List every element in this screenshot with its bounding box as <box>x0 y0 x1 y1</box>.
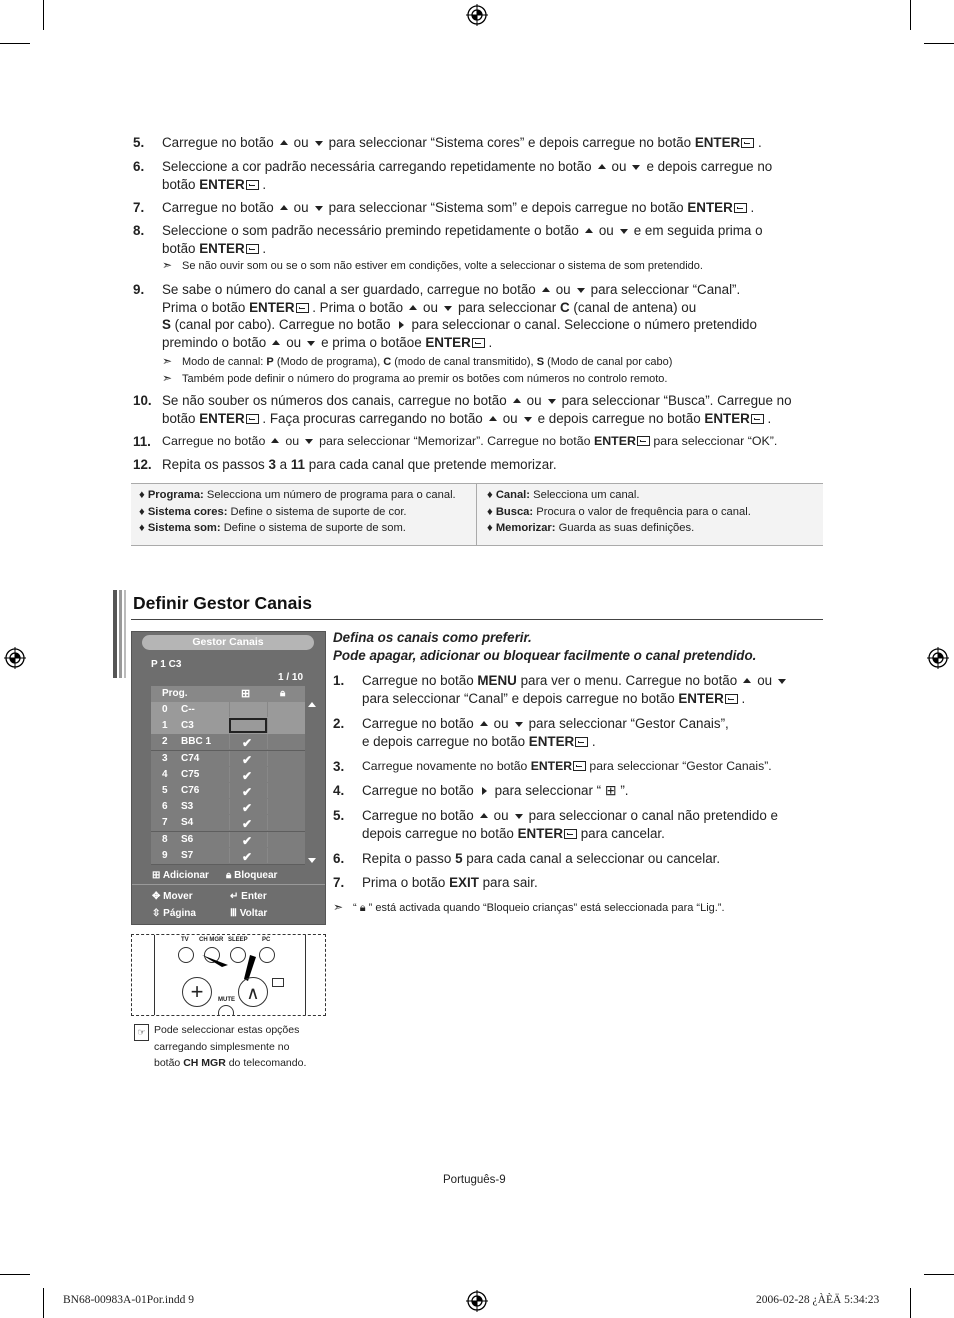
step-12: 12. Repita os passos 3 a 11 para cada canal que pretende memorizar. <box>133 457 557 472</box>
up-arrow-icon <box>598 164 606 169</box>
mute-button[interactable] <box>218 1005 234 1016</box>
note-channel-mode: ➣ Modo de cannal: P (Modo de programa), C (modo de canal transmitido), S (Modo de canal por cabo) <box>162 354 673 368</box>
down-arrow-icon <box>515 722 523 727</box>
add-cell[interactable] <box>229 718 267 733</box>
volume-up-button[interactable]: + <box>182 977 212 1007</box>
page-indicator: 1 / 10 <box>278 672 304 683</box>
scroll-up-icon[interactable] <box>308 702 316 707</box>
channel-name: S3 <box>181 801 194 813</box>
check-icon: ✔ <box>242 736 253 751</box>
add-cell[interactable] <box>229 815 268 830</box>
lock-cell[interactable] <box>267 702 306 717</box>
channel-row[interactable] <box>151 832 305 849</box>
enter-icon <box>725 694 738 704</box>
note-arrow-icon: ➣ <box>162 258 173 272</box>
lock-icon: 🔒︎ <box>226 870 232 881</box>
enter-icon <box>734 203 747 213</box>
pc-button[interactable] <box>259 947 275 963</box>
channel-number: 0 <box>162 704 168 715</box>
channel-number: 5 <box>162 785 168 796</box>
down-arrow-icon <box>315 206 323 211</box>
channel-name: S7 <box>181 849 194 861</box>
check-icon: ✔ <box>242 833 253 848</box>
page-icon: ⇳ <box>152 908 161 919</box>
crop-mark <box>43 1288 44 1318</box>
check-icon: ✔ <box>242 752 253 767</box>
info-icon <box>272 978 284 987</box>
channel-name: S6 <box>181 833 194 845</box>
menu-divider <box>132 884 325 885</box>
down-arrow-icon <box>620 229 628 234</box>
step-11: 11. Carregue no botão ou para seleccionar “Memorizar”. Carregue no botão ENTER para seleccionar “OK”. <box>133 434 778 449</box>
registration-mark-icon <box>466 1290 488 1312</box>
enter-icon <box>573 761 586 771</box>
section-intro: Defina os canais como preferir. Pode apagar, adicionar ou bloquear facilmente o canal pretendido. <box>333 630 757 663</box>
sleep-label: SLEEP <box>228 937 248 943</box>
section-rule <box>131 619 823 620</box>
remote-note-icon: ☞ <box>134 1024 149 1041</box>
legend-back: Voltar <box>239 908 268 919</box>
add-icon: ⊞ <box>152 870 161 881</box>
check-icon: ✔ <box>242 768 253 783</box>
up-arrow-icon <box>409 305 417 310</box>
add-cell[interactable] <box>229 767 268 782</box>
channel-name: S4 <box>181 817 194 829</box>
enter-icon <box>246 180 259 190</box>
channel-number: 6 <box>162 801 168 813</box>
mute-label: MUTE <box>218 997 235 1003</box>
add-cell[interactable] <box>229 848 268 863</box>
down-arrow-icon <box>778 679 786 684</box>
step-6: 6. Seleccione a cor padrão necessária carregando repetidamente no botão ou e depois carregue no botão ENTER . <box>133 159 773 192</box>
up-arrow-icon <box>542 287 550 292</box>
chmgr-label: CH MGR <box>199 937 224 943</box>
lock-cell[interactable] <box>267 783 306 798</box>
channel-row[interactable] <box>151 751 305 768</box>
lock-icon: 🔒︎ <box>359 902 366 914</box>
enter-icon <box>564 829 577 839</box>
section-bar <box>113 590 117 678</box>
lock-cell[interactable] <box>267 832 306 847</box>
add-icon: ⊞ <box>604 782 617 798</box>
crop-mark <box>924 43 954 44</box>
check-icon: ✔ <box>242 817 253 832</box>
down-arrow-icon <box>315 141 323 146</box>
lock-cell[interactable] <box>267 734 306 749</box>
up-arrow-icon <box>585 228 593 233</box>
add-icon: ⊞ <box>241 688 251 700</box>
crop-mark <box>910 0 911 30</box>
enter-icon <box>741 138 754 148</box>
current-channel: P 1 C3 <box>151 659 182 670</box>
channel-number: 8 <box>162 833 168 845</box>
divider <box>476 484 477 545</box>
section-bar <box>124 590 126 678</box>
glossary-item: ♦ Sistema cores: Define o sistema de suporte de cor. <box>139 505 407 518</box>
gestor-step-2: 2. Carregue no botão ou para seleccionar “Gestor Canais”, e depois carregue no botão ENTER . <box>333 716 729 749</box>
channel-up-button[interactable]: ∧ <box>238 977 268 1007</box>
add-cell[interactable] <box>229 734 268 749</box>
channel-row[interactable] <box>151 702 305 719</box>
tv-button[interactable] <box>178 947 194 963</box>
right-arrow-icon <box>399 321 404 329</box>
return-icon: Ⅲ <box>230 908 237 919</box>
crop-mark <box>0 43 30 44</box>
lock-cell[interactable] <box>267 848 306 863</box>
down-arrow-icon <box>515 814 523 819</box>
registration-mark-icon <box>4 647 26 669</box>
step-10: 10. Se não souber os números dos canais, carregue no botão ou para seleccionar “Busca”. Carregue no botão ENTER . Faça procuras carregando no botão ou e depois carregue no botão ENTER . <box>133 393 792 426</box>
step-9: 9. Se sabe o número do canal a ser guardado, carregue no botão ou para seleccionar “Canal”. Prima o botão ENTER . Prima o botão ou para seleccionar C (canal de antena) ou S (canal por cabo). Carregue no botão para seleccionar o canal. Seleccione o número pretendido premindo o botão ou e prima o botãoe ENTER . <box>133 282 757 350</box>
lock-icon: 🔒︎ <box>280 688 286 699</box>
down-arrow-icon <box>524 417 532 422</box>
gestor-step-7: 7. Prima o botão EXIT para sair. <box>333 875 538 890</box>
gestor-step-5: 5. Carregue no botão ou para seleccionar o canal não pretendido e depois carregue no botão ENTER para cancelar. <box>333 808 778 841</box>
down-arrow-icon <box>632 165 640 170</box>
glossary-table <box>131 483 823 546</box>
note-number-buttons: ➣ Também pode definir o número do programa ao premir os botões com números no controlo remoto. <box>162 371 668 385</box>
legend-move: Mover <box>163 891 193 902</box>
up-arrow-icon <box>280 140 288 145</box>
note-arrow-icon: ➣ <box>162 354 173 368</box>
down-arrow-icon <box>307 341 315 346</box>
gestor-note: ➣ “ 🔒︎ ” está activada quando “Bloqueio crianças” está seleccionada para “Lig.”. <box>333 900 725 914</box>
step-7: 7. Carregue no botão ou para seleccionar “Sistema som” e depois carregue no botão ENTER . <box>133 200 755 215</box>
check-icon: ✔ <box>242 849 253 864</box>
lock-cell[interactable] <box>267 815 306 830</box>
lock-cell[interactable] <box>267 718 306 733</box>
lock-cell[interactable] <box>267 767 306 782</box>
up-arrow-icon <box>489 416 497 421</box>
channel-number: 9 <box>162 849 168 861</box>
page-number: Português-9 <box>443 1174 506 1186</box>
enter-icon <box>246 414 259 424</box>
file-name: BN68-00983A-01Por.indd 9 <box>63 1294 194 1306</box>
gestor-step-4: 4. Carregue no botão para seleccionar “ ⊞ ”. <box>333 782 629 798</box>
gestor-step-3: 3. Carregue novamente no botão ENTER para seleccionar “Gestor Canais”. <box>333 759 772 774</box>
channel-row[interactable] <box>151 815 305 832</box>
pc-label: PC <box>262 937 271 943</box>
add-cell[interactable] <box>229 702 268 717</box>
glossary-item: ♦ Memorizar: Guarda as suas definições. <box>487 522 695 534</box>
right-arrow-icon <box>482 787 487 795</box>
table-header: Prog. ⊞ 🔒︎ <box>151 686 305 702</box>
remote-note: Pode seleccionar estas opções carregando simplesmente no botão CH MGR do telecomando. <box>154 1024 307 1069</box>
crop-mark <box>924 1274 954 1275</box>
channel-name: C76 <box>181 785 200 796</box>
lock-cell[interactable] <box>267 751 306 766</box>
channel-name: BBC 1 <box>181 736 212 748</box>
channel-manager-menu <box>131 631 326 925</box>
crop-mark <box>910 1288 911 1318</box>
enter-icon: ↵ <box>230 891 239 902</box>
channel-number: 4 <box>162 768 168 780</box>
section-bar <box>119 590 122 678</box>
channel-name: C3 <box>181 720 194 732</box>
enter-icon <box>246 244 259 254</box>
down-arrow-icon <box>305 439 313 444</box>
channel-number: 2 <box>162 736 168 748</box>
channel-row[interactable] <box>151 783 305 800</box>
up-arrow-icon <box>743 678 751 683</box>
legend-page: Página <box>163 908 196 919</box>
channel-number: 1 <box>162 720 168 732</box>
crop-mark <box>43 0 44 30</box>
note-arrow-icon: ➣ <box>333 900 344 914</box>
channel-row[interactable] <box>151 767 305 784</box>
glossary-right <box>487 487 751 537</box>
note-sound: ➣ Se não ouvir som ou se o som não estiver em condições, volte a seleccionar o sistema de som pretendido. <box>162 258 703 272</box>
glossary-item: ♦ Sistema som: Define o sistema de suporte de som. <box>139 522 406 534</box>
enter-icon <box>472 338 485 348</box>
crop-mark <box>0 1274 30 1275</box>
lock-cell[interactable] <box>267 799 306 814</box>
check-icon: ✔ <box>242 801 253 816</box>
gestor-step-6: 6. Repita o passo 5 para cada canal a seleccionar ou cancelar. <box>333 851 721 866</box>
glossary-item: ♦ Busca: Procura o valor de frequência para o canal. <box>487 505 751 518</box>
channel-number: 3 <box>162 752 168 764</box>
channel-name: C75 <box>181 768 200 780</box>
legend-lock: Bloquear <box>234 870 278 881</box>
glossary-item: ♦ Programa: Selecciona um número de programa para o canal. <box>139 489 456 501</box>
add-cell[interactable] <box>229 783 268 798</box>
up-arrow-icon <box>480 813 488 818</box>
remote-illustration <box>131 934 326 1016</box>
enter-icon <box>751 414 764 424</box>
up-arrow-icon <box>272 340 280 345</box>
menu-title: Gestor Canais <box>142 635 314 650</box>
step-5: 5. Carregue no botão ou para seleccionar “Sistema cores” e depois carregue no botão ENTER . <box>133 135 762 150</box>
channel-name: C-- <box>181 704 195 715</box>
note-arrow-icon: ➣ <box>162 371 173 385</box>
up-arrow-icon <box>271 438 279 443</box>
enter-icon <box>575 737 588 747</box>
step-8: 8. Seleccione o som padrão necessário premindo repetidamente o botão ou e em seguida prima o botão ENTER . <box>133 223 763 256</box>
gestor-step-1: 1. Carregue no botão MENU para ver o menu. Carregue no botão ou para seleccionar “Canal” e depois carregue no botão ENTER . <box>333 672 823 707</box>
up-arrow-icon <box>280 205 288 210</box>
down-arrow-icon <box>577 288 585 293</box>
print-date: 2006-02-28 ¿ÀÈÄ 5:34:23 <box>756 1294 880 1306</box>
scroll-down-icon[interactable] <box>308 858 316 863</box>
tv-label: TV <box>181 937 189 943</box>
channel-row[interactable] <box>151 734 305 751</box>
up-arrow-icon <box>480 721 488 726</box>
legend-enter: Enter <box>241 891 267 902</box>
add-cell[interactable] <box>229 832 268 847</box>
down-arrow-icon <box>548 399 556 404</box>
registration-mark-icon <box>927 647 949 669</box>
glossary-item: ♦ Canal: Selecciona um canal. <box>487 489 640 501</box>
channel-number: 7 <box>162 817 168 829</box>
add-cell[interactable] <box>229 751 268 766</box>
channel-row[interactable] <box>151 848 305 865</box>
enter-icon <box>637 436 650 446</box>
enter-icon <box>296 303 309 313</box>
channel-row[interactable] <box>151 718 305 735</box>
pointer-arrow-icon <box>198 947 258 981</box>
add-cell[interactable] <box>229 799 268 814</box>
channel-row[interactable] <box>151 799 305 816</box>
check-icon: ✔ <box>242 785 253 799</box>
move-icon: ✥ <box>152 891 161 902</box>
registration-mark-icon <box>466 4 488 26</box>
section-title: Definir Gestor Canais <box>133 593 312 613</box>
up-arrow-icon <box>513 398 521 403</box>
down-arrow-icon <box>444 306 452 311</box>
legend-add: Adicionar <box>162 870 209 881</box>
glossary-left <box>139 487 456 537</box>
channel-name: C74 <box>181 752 200 764</box>
